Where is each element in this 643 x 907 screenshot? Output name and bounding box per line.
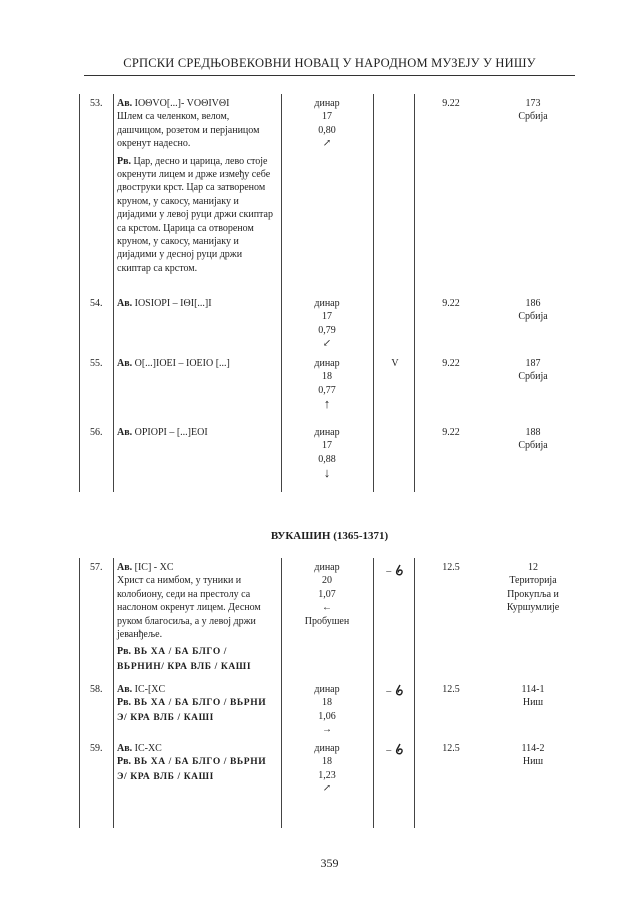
row-number: 56.	[90, 427, 103, 438]
obverse-legend: [IC] - XC	[132, 562, 174, 573]
mark	[378, 684, 412, 698]
obverse-description: Христ са нимбом, у туники и колобиону, седи на престолу са наслоном окренут лицем. Десном руком благосиља, а у левој држи јеванђеље.	[117, 575, 261, 641]
mint-mark-icon	[394, 564, 404, 576]
diameter: 17	[322, 311, 332, 323]
table2-rule-mid	[373, 558, 374, 828]
reference	[490, 742, 576, 769]
row-description	[117, 426, 277, 439]
die-axis-arrow-icon: ↗	[322, 138, 332, 150]
table2-rule-num	[113, 558, 114, 828]
row-number: 53.	[90, 98, 103, 109]
coin-data	[284, 357, 370, 413]
denomination: динар	[314, 562, 340, 573]
obverse-label: Ав.	[117, 562, 133, 573]
obverse-description: Шлем са челенком, велом, дашчицом, розетом и перјаницом окренут надесно.	[117, 111, 260, 150]
reference-number: 12	[528, 562, 538, 573]
row-number: 59.	[90, 743, 103, 754]
page-number: 359	[320, 856, 339, 870]
mark: V	[391, 358, 399, 369]
reverse-legend: ВЬ ХА / БА БЛГО / ВЬРНИ Э/ КРА ВЛБ / КАШI	[117, 698, 267, 723]
row-number: 58.	[90, 684, 103, 695]
condition-note: Пробушен	[304, 615, 350, 627]
reference-number: 114-2	[521, 743, 545, 754]
reference	[490, 426, 576, 453]
reference-place: Територија Прокупља и Куршумлије	[506, 575, 560, 614]
date: 9.22	[442, 98, 460, 109]
reverse-description: Цар, десно и царица, лево стоје окренути лицем и држе између себе двоструки крст. Цар са затвореном круном, у сакосу, манијаку и дијадими у левој руци држи скиптар са крстом. Царица са отвореном круном, у сакосу, манијаку и дијадими у десној руци држи скиптар са крстом.	[117, 155, 273, 274]
diameter: 20	[322, 575, 332, 587]
table1-rule-mid	[373, 94, 374, 492]
table2-rule-mark	[414, 558, 415, 828]
mark	[378, 564, 412, 578]
diameter: 17	[322, 111, 332, 123]
row-number: 54.	[90, 298, 103, 309]
obverse-label: Ав.	[117, 298, 133, 309]
die-axis-arrow-icon: ↙	[322, 338, 332, 350]
diameter: 17	[322, 440, 332, 452]
row-number: 55.	[90, 358, 103, 369]
reverse-label: Рв.	[117, 155, 132, 167]
table2-rule-left	[79, 558, 80, 828]
section-title: ВУКАШИН (1365-1371)	[270, 530, 389, 542]
denomination: динар	[314, 98, 340, 109]
denomination: динар	[314, 684, 340, 695]
mark	[378, 743, 412, 757]
table1-rule-desc	[281, 94, 282, 492]
reverse-label: Рв.	[117, 646, 132, 658]
date: 9.22	[442, 427, 460, 438]
weight: 1,23	[318, 769, 336, 781]
reference-place: Србија	[518, 111, 548, 123]
denomination: динар	[314, 358, 340, 369]
reference-number: 186	[525, 298, 541, 309]
date: 12.5	[442, 743, 460, 754]
die-axis-arrow-icon: ↓	[323, 465, 331, 481]
die-axis-arrow-icon: ←	[322, 602, 332, 614]
date: 9.22	[442, 358, 460, 369]
coin-data	[284, 297, 370, 351]
obverse-label: Ав.	[117, 743, 133, 754]
row-description	[117, 561, 277, 678]
reference-number: 114-1	[521, 684, 545, 695]
reverse-legend: ВЬ ХА / БА БЛГО / ВЬРНИ Э/ КРА ВЛБ / КАШI	[117, 757, 267, 782]
row-description	[117, 683, 277, 725]
die-axis-arrow-icon: ↗	[322, 783, 332, 795]
row-description	[117, 357, 277, 370]
reference	[490, 357, 576, 384]
reference	[490, 97, 576, 124]
die-axis-arrow-icon: ↑	[323, 396, 331, 412]
obverse-legend: IOSIOPI – IΘI[...]I	[132, 298, 212, 309]
table1-rule-left	[79, 94, 80, 492]
page-header: СРПСКИ СРЕДЊОВЕКОВНИ НОВАЦ У НАРОДНОМ МУЗЕЈУ У НИШУ	[123, 56, 536, 70]
denomination: динар	[314, 298, 340, 309]
weight: 0,80	[318, 124, 336, 136]
mark-dash: –	[386, 566, 392, 577]
denomination: динар	[314, 743, 340, 754]
weight: 0,79	[318, 324, 336, 336]
obverse-label: Ав.	[117, 427, 133, 438]
diameter: 18	[322, 371, 332, 383]
reference-place: Ниш	[522, 756, 544, 768]
header-rule	[84, 75, 575, 76]
reverse-label: Рв.	[117, 697, 132, 709]
obverse-legend: OPIOPI – [...]EOI	[132, 427, 208, 438]
reference	[490, 561, 576, 615]
obverse-label: Ав.	[117, 98, 133, 109]
obverse-legend: O[...]IOEI – IOEIO [...]	[132, 358, 230, 369]
die-axis-arrow-icon: →	[322, 724, 332, 736]
reference-number: 187	[525, 358, 541, 369]
weight: 0,77	[318, 384, 336, 396]
obverse-label: Ав.	[117, 358, 133, 369]
coin-data	[284, 561, 370, 628]
obverse-legend: IC-XC	[132, 743, 162, 754]
coin-data	[284, 97, 370, 151]
weight: 1,06	[318, 710, 336, 722]
coin-data	[284, 742, 370, 796]
obverse-legend: IC-[XC	[132, 684, 166, 695]
row-description	[117, 97, 277, 279]
diameter: 18	[322, 697, 332, 709]
table2-rule-desc	[281, 558, 282, 828]
mint-mark-icon	[394, 743, 404, 755]
coin-data	[284, 683, 370, 737]
reference-number: 188	[525, 427, 541, 438]
reverse-legend: ВЬ ХА / БА БЛГО / ВЬРНИН/ КРА ВЛБ / КАШI	[117, 647, 252, 672]
obverse-label: Ав.	[117, 684, 133, 695]
reference	[490, 683, 576, 710]
row-description	[117, 297, 277, 310]
row-number: 57.	[90, 562, 103, 573]
date: 12.5	[442, 684, 460, 695]
mark-dash: –	[386, 686, 392, 697]
reference-place: Ниш	[522, 697, 544, 709]
table1-rule-num	[113, 94, 114, 492]
reference-number: 173	[525, 98, 541, 109]
weight: 1,07	[318, 588, 336, 600]
reverse-label: Рв.	[117, 756, 132, 768]
reference	[490, 297, 576, 324]
denomination: динар	[314, 427, 340, 438]
reference-place: Србија	[518, 311, 548, 323]
row-description	[117, 742, 277, 784]
coin-data	[284, 426, 370, 482]
reference-place: Србија	[518, 371, 548, 383]
weight: 0,88	[318, 453, 336, 465]
obverse-legend: IOΘVO[...]- VOΘIVΘI	[132, 98, 230, 109]
table1-rule-mark	[414, 94, 415, 492]
date: 12.5	[442, 562, 460, 573]
mint-mark-icon	[394, 684, 404, 696]
diameter: 18	[322, 756, 332, 768]
mark-dash: –	[386, 745, 392, 756]
reference-place: Србија	[518, 440, 548, 452]
date: 9.22	[442, 298, 460, 309]
